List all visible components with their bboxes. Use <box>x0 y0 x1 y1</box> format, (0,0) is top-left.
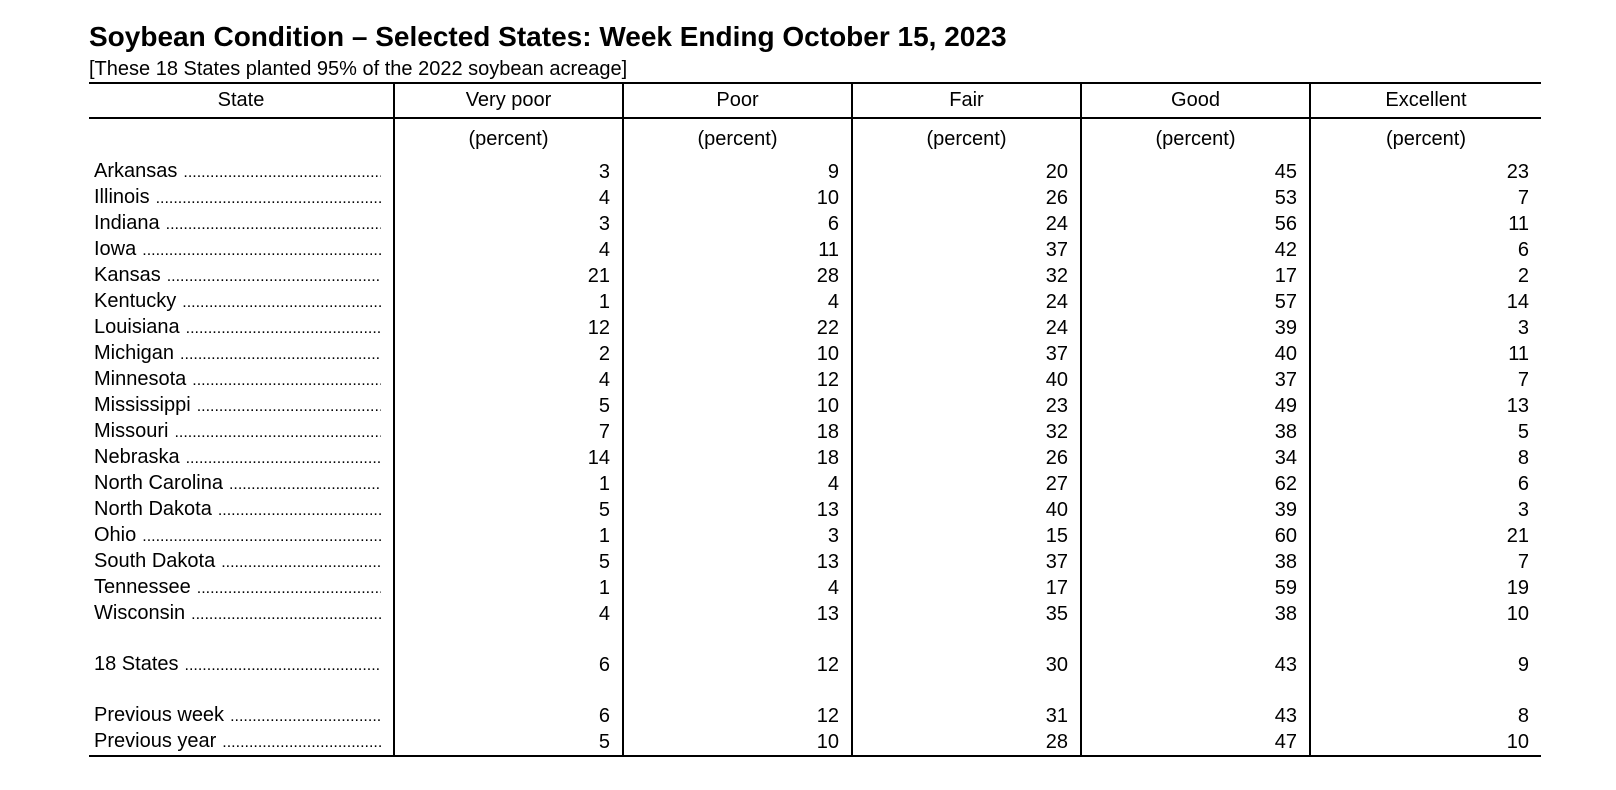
cell-fair: 32 <box>852 263 1081 289</box>
cell-excellent: 11 <box>1310 211 1541 237</box>
column-header-row <box>89 83 1541 118</box>
dot-leader <box>185 654 381 678</box>
dot-leader <box>186 447 381 471</box>
cell-good: 39 <box>1081 497 1310 523</box>
cell-fair: 15 <box>852 523 1081 549</box>
dot-leader <box>142 239 381 263</box>
unit-row <box>89 118 1541 159</box>
cell-good: 37 <box>1081 367 1310 393</box>
cell-good: 43 <box>1081 652 1310 678</box>
unit-label: (percent) <box>1081 118 1310 159</box>
state-name: South Dakota <box>94 550 216 572</box>
cell-poor: 12 <box>623 703 852 729</box>
column-header-good: Good <box>1081 83 1310 118</box>
cell-good: 45 <box>1081 159 1310 185</box>
table-row <box>89 523 1541 549</box>
cell-good: 49 <box>1081 393 1310 419</box>
cell-fair: 37 <box>852 341 1081 367</box>
state-name: Arkansas <box>94 160 178 182</box>
dot-leader <box>167 265 381 289</box>
cell-poor: 10 <box>623 185 852 211</box>
previous-year-row <box>89 729 1541 756</box>
dot-leader <box>156 187 381 211</box>
cell-poor: 3 <box>623 523 852 549</box>
cell-good: 62 <box>1081 471 1310 497</box>
cell-very-poor: 1 <box>394 471 623 497</box>
state-name: Tennessee <box>94 576 191 598</box>
column-header-excellent: Excellent <box>1310 83 1541 118</box>
cell-excellent: 13 <box>1310 393 1541 419</box>
total-row <box>89 652 1541 678</box>
unit-label: (percent) <box>852 118 1081 159</box>
cell-fair: 31 <box>852 703 1081 729</box>
state-name: Kentucky <box>94 290 177 312</box>
state-name: Iowa <box>94 238 137 260</box>
cell-very-poor: 5 <box>394 497 623 523</box>
cell-very-poor: 4 <box>394 601 623 627</box>
cell-poor: 13 <box>623 549 852 575</box>
dot-leader <box>174 421 381 445</box>
cell-fair: 32 <box>852 419 1081 445</box>
dot-leader <box>230 705 381 729</box>
dot-leader <box>218 499 381 523</box>
state-name: Illinois <box>94 186 150 208</box>
state-name: Michigan <box>94 342 175 364</box>
cell-good: 60 <box>1081 523 1310 549</box>
cell-fair: 24 <box>852 211 1081 237</box>
cell-excellent: 7 <box>1310 185 1541 211</box>
table-row <box>89 237 1541 263</box>
cell-poor: 6 <box>623 211 852 237</box>
dot-leader <box>180 343 381 367</box>
dot-leader <box>221 551 381 575</box>
cell-poor: 4 <box>623 471 852 497</box>
cell-poor: 4 <box>623 289 852 315</box>
total-label: 18 States <box>94 653 179 675</box>
cell-very-poor: 4 <box>394 237 623 263</box>
cell-very-poor: 6 <box>394 652 623 678</box>
spacer-row <box>89 678 1541 703</box>
cell-very-poor: 6 <box>394 703 623 729</box>
cell-very-poor: 1 <box>394 289 623 315</box>
cell-excellent: 6 <box>1310 471 1541 497</box>
cell-good: 39 <box>1081 315 1310 341</box>
state-name: North Dakota <box>94 498 212 520</box>
cell-poor: 10 <box>623 393 852 419</box>
cell-poor: 11 <box>623 237 852 263</box>
table-row <box>89 445 1541 471</box>
state-name: North Carolina <box>94 472 223 494</box>
cell-poor: 13 <box>623 497 852 523</box>
cell-very-poor: 3 <box>394 159 623 185</box>
cell-very-poor: 4 <box>394 185 623 211</box>
cell-good: 42 <box>1081 237 1310 263</box>
table-row <box>89 185 1541 211</box>
dot-leader <box>197 577 381 601</box>
cell-very-poor: 5 <box>394 393 623 419</box>
cell-good: 43 <box>1081 703 1310 729</box>
cell-fair: 28 <box>852 729 1081 756</box>
cell-very-poor: 5 <box>394 729 623 756</box>
previous-week-label: Previous week <box>94 704 225 726</box>
state-name: Missouri <box>94 420 169 442</box>
cell-excellent: 14 <box>1310 289 1541 315</box>
cell-fair: 35 <box>852 601 1081 627</box>
state-name: Ohio <box>94 524 137 546</box>
cell-fair: 27 <box>852 471 1081 497</box>
table-row <box>89 575 1541 601</box>
column-header-poor: Poor <box>623 83 852 118</box>
cell-good: 47 <box>1081 729 1310 756</box>
dot-leader <box>186 317 381 341</box>
previous-year-label: Previous year <box>94 730 217 752</box>
cell-excellent: 21 <box>1310 523 1541 549</box>
state-name: Minnesota <box>94 368 187 390</box>
unit-label: (percent) <box>394 118 623 159</box>
table-row <box>89 341 1541 367</box>
cell-excellent: 8 <box>1310 445 1541 471</box>
cell-excellent: 11 <box>1310 341 1541 367</box>
table-row <box>89 263 1541 289</box>
cell-very-poor: 21 <box>394 263 623 289</box>
cell-good: 56 <box>1081 211 1310 237</box>
cell-poor: 28 <box>623 263 852 289</box>
cell-fair: 20 <box>852 159 1081 185</box>
table-row <box>89 471 1541 497</box>
cell-fair: 26 <box>852 445 1081 471</box>
cell-good: 40 <box>1081 341 1310 367</box>
unit-label-state <box>89 118 394 159</box>
page-subtitle: [These 18 States planted 95% of the 2022 soybean acreage] <box>89 58 628 80</box>
cell-good: 57 <box>1081 289 1310 315</box>
dot-leader <box>192 369 381 393</box>
state-name: Louisiana <box>94 316 180 338</box>
cell-fair: 26 <box>852 185 1081 211</box>
dot-leader <box>191 603 381 627</box>
cell-fair: 24 <box>852 315 1081 341</box>
table-row <box>89 419 1541 445</box>
cell-poor: 12 <box>623 652 852 678</box>
spacer-row <box>89 627 1541 652</box>
cell-very-poor: 1 <box>394 575 623 601</box>
cell-very-poor: 1 <box>394 523 623 549</box>
table-row <box>89 393 1541 419</box>
table-row <box>89 601 1541 627</box>
table-row <box>89 159 1541 185</box>
dot-leader <box>183 161 381 185</box>
state-name: Wisconsin <box>94 602 186 624</box>
cell-fair: 40 <box>852 497 1081 523</box>
cell-excellent: 10 <box>1310 601 1541 627</box>
cell-poor: 12 <box>623 367 852 393</box>
cell-good: 59 <box>1081 575 1310 601</box>
cell-poor: 9 <box>623 159 852 185</box>
previous-week-row <box>89 703 1541 729</box>
cell-excellent: 7 <box>1310 549 1541 575</box>
cell-fair: 40 <box>852 367 1081 393</box>
dot-leader <box>166 213 381 237</box>
table-row <box>89 367 1541 393</box>
cell-good: 17 <box>1081 263 1310 289</box>
table-row <box>89 211 1541 237</box>
page-title: Soybean Condition – Selected States: Week Ending October 15, 2023 <box>89 21 1007 52</box>
cell-very-poor: 3 <box>394 211 623 237</box>
cell-very-poor: 12 <box>394 315 623 341</box>
cell-fair: 17 <box>852 575 1081 601</box>
column-header-fair: Fair <box>852 83 1081 118</box>
state-name: Kansas <box>94 264 161 286</box>
cell-excellent: 9 <box>1310 652 1541 678</box>
cell-excellent: 19 <box>1310 575 1541 601</box>
cell-poor: 10 <box>623 729 852 756</box>
cell-poor: 18 <box>623 419 852 445</box>
cell-excellent: 6 <box>1310 237 1541 263</box>
cell-excellent: 2 <box>1310 263 1541 289</box>
cell-fair: 24 <box>852 289 1081 315</box>
cell-poor: 18 <box>623 445 852 471</box>
cell-fair: 30 <box>852 652 1081 678</box>
cell-very-poor: 2 <box>394 341 623 367</box>
dot-leader <box>197 395 381 419</box>
cell-excellent: 5 <box>1310 419 1541 445</box>
cell-fair: 37 <box>852 237 1081 263</box>
table-row <box>89 289 1541 315</box>
cell-excellent: 23 <box>1310 159 1541 185</box>
column-header-very-poor: Very poor <box>394 83 623 118</box>
cell-very-poor: 14 <box>394 445 623 471</box>
unit-label: (percent) <box>623 118 852 159</box>
report-page <box>89 20 1541 757</box>
state-name: Mississippi <box>94 394 191 416</box>
cell-poor: 22 <box>623 315 852 341</box>
cell-fair: 37 <box>852 549 1081 575</box>
cell-fair: 23 <box>852 393 1081 419</box>
cell-very-poor: 4 <box>394 367 623 393</box>
unit-label: (percent) <box>1310 118 1541 159</box>
cell-poor: 4 <box>623 575 852 601</box>
dot-leader <box>222 731 381 755</box>
column-header-state: State <box>89 83 394 118</box>
cell-excellent: 7 <box>1310 367 1541 393</box>
dot-leader <box>142 525 381 549</box>
condition-table <box>89 82 1541 757</box>
table-row <box>89 315 1541 341</box>
cell-excellent: 3 <box>1310 315 1541 341</box>
state-name: Indiana <box>94 212 160 234</box>
cell-good: 34 <box>1081 445 1310 471</box>
cell-very-poor: 5 <box>394 549 623 575</box>
cell-poor: 13 <box>623 601 852 627</box>
cell-good: 38 <box>1081 549 1310 575</box>
table-row <box>89 497 1541 523</box>
cell-good: 38 <box>1081 601 1310 627</box>
state-name: Nebraska <box>94 446 180 468</box>
dot-leader <box>229 473 381 497</box>
cell-very-poor: 7 <box>394 419 623 445</box>
cell-excellent: 3 <box>1310 497 1541 523</box>
cell-good: 38 <box>1081 419 1310 445</box>
cell-excellent: 8 <box>1310 703 1541 729</box>
cell-good: 53 <box>1081 185 1310 211</box>
dot-leader <box>182 291 381 315</box>
table-row <box>89 549 1541 575</box>
cell-poor: 10 <box>623 341 852 367</box>
cell-excellent: 10 <box>1310 729 1541 756</box>
